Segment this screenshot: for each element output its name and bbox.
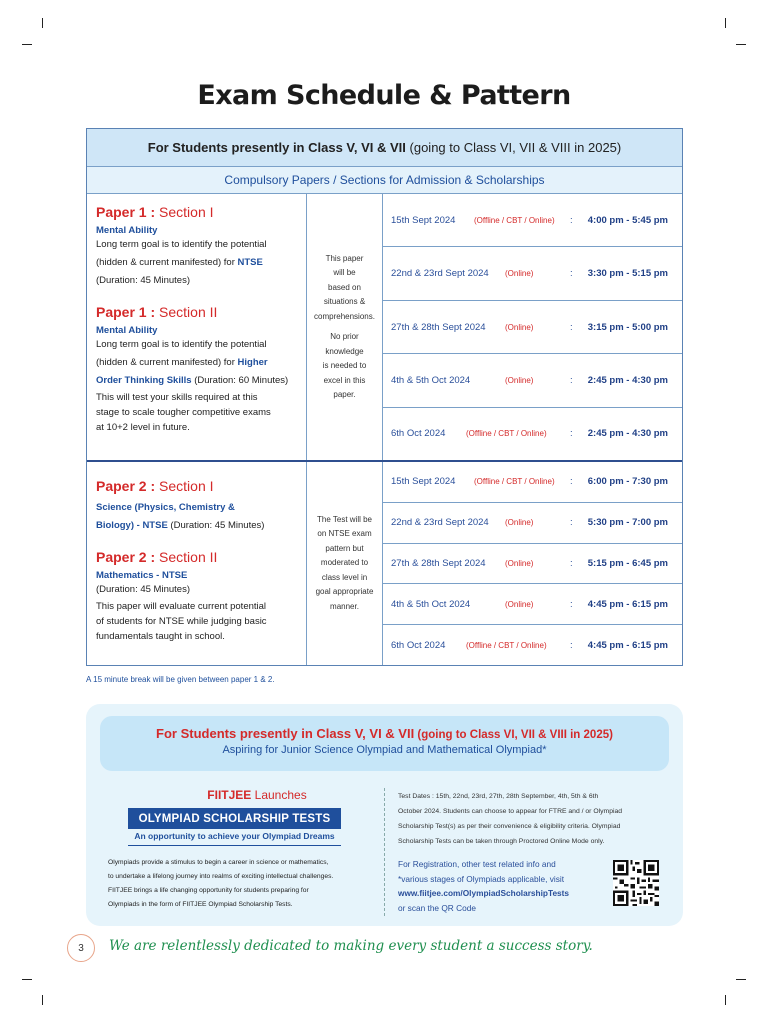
slot-date: 4th & 5th Oct 2024 <box>391 598 471 610</box>
paper1-details <box>87 194 307 460</box>
paper2-schedule <box>383 462 682 665</box>
slot-date: 22nd & 23rd Sept 2024 <box>391 517 489 529</box>
note-line: will be <box>333 268 356 277</box>
description-line: at 10+2 level in future. <box>96 422 190 433</box>
paper1-schedule <box>383 194 682 460</box>
note-line: on NTSE exam <box>317 529 372 539</box>
description-line: This will test your skills required at this <box>96 392 258 403</box>
tagline: We are relentlessly dedicated to making every student a success story. <box>109 938 593 954</box>
qr-code-icon[interactable] <box>613 860 659 906</box>
ost-tagline: An opportunity to achieve your Olympiad Dreams <box>134 831 335 841</box>
slot-date: 27th & 28th Sept 2024 <box>391 321 486 333</box>
highlight-text: Order Thinking Skills <box>96 375 192 386</box>
promo-subheading: Aspiring for Junior Science Olympiad and Mathematical Olympiad* <box>222 744 547 756</box>
paper2-note <box>307 462 383 665</box>
slot-date: 15th Sept 2024 <box>391 476 456 488</box>
slot-separator: : <box>570 268 573 280</box>
slot-separator: : <box>570 557 573 569</box>
schedule-header-bold: For Students presently in Class V, VI & VII <box>147 140 406 155</box>
text-line: Olympiads provide a stimulus to begin a career in science or mathematics, <box>108 859 329 866</box>
page-number: 3 <box>67 934 95 962</box>
crop-mark <box>736 979 746 980</box>
test-dates <box>398 789 664 849</box>
subject-text: Biology) - NTSE <box>96 520 168 531</box>
paper2-section1-title <box>96 478 298 494</box>
crop-mark <box>725 18 726 28</box>
slot-separator: : <box>570 517 573 529</box>
description-line <box>96 254 298 272</box>
slot-time: 3:30 pm - 5:15 pm <box>587 268 668 280</box>
promo-heading-bold: For Students presently in Class V, VI & VII <box>156 726 415 741</box>
section-label: Section II <box>155 549 218 565</box>
slot-separator: : <box>570 374 573 386</box>
note-line: knowledge <box>325 346 364 356</box>
paper-number: Paper 1 : <box>96 204 156 220</box>
schedule-subheader: Compulsory Papers / Sections for Admission & Scholarships <box>87 167 682 194</box>
note-line: goal appropriate <box>315 587 374 597</box>
text-line: FIITJEE brings a life changing opportunity for students preparing for <box>108 887 309 894</box>
page-title: Exam Schedule & Pattern <box>197 80 571 111</box>
registration-line: *various stages of Olympiads applicable, visit <box>398 873 565 884</box>
text-line: to undertake a lifelong journey into realms of exciting intellectual challenges. <box>108 873 334 880</box>
crop-mark <box>725 995 726 1005</box>
slot-date: 22nd & 23rd Sept 2024 <box>391 268 489 280</box>
slot-separator: : <box>570 428 573 440</box>
note-line: situations & <box>323 297 366 306</box>
note-line: This paper <box>325 253 364 263</box>
slot-separator: : <box>570 476 573 488</box>
section-label: Section II <box>155 304 218 320</box>
slot-mode: (Online) <box>505 518 534 528</box>
ost-banner: OLYMPIAD SCHOLARSHIP TESTS <box>128 808 341 829</box>
paper-number: Paper 2 : <box>96 549 156 565</box>
slot-date: 6th Oct 2024 <box>391 639 446 651</box>
slot-separator: : <box>570 214 573 226</box>
slot-date: 15th Sept 2024 <box>391 214 456 226</box>
slot-mode: (Online) <box>505 322 534 332</box>
registration-link[interactable] <box>398 886 604 901</box>
note-line: class level in <box>321 572 368 582</box>
slot-time: 3:15 pm - 5:00 pm <box>587 321 668 333</box>
registration-line: For Registration, other test related info and <box>398 859 556 869</box>
slot-mode: (Online) <box>505 375 534 385</box>
slot-time: 4:45 pm - 6:15 pm <box>587 639 668 651</box>
highlight-text: NTSE <box>237 257 263 268</box>
note-line: moderated to <box>320 558 369 568</box>
slot-time: 5:30 pm - 7:00 pm <box>587 517 668 529</box>
description-line <box>96 517 298 535</box>
text-line: Test Dates : 15th, 22nd, 23rd, 27th, 28th September, 4th, 5th & 6th <box>398 793 599 800</box>
slot-mode: (Online) <box>505 599 534 609</box>
registration-info <box>398 857 604 915</box>
highlight-text: Higher <box>237 357 268 368</box>
description-line: This paper will evaluate current potential <box>96 601 267 612</box>
slot-time: 6:00 pm - 7:30 pm <box>587 476 668 488</box>
schedule-row <box>383 247 682 300</box>
paper2-details <box>87 462 307 665</box>
description-text: (hidden & current manifested) for <box>96 257 238 268</box>
description-line: Long term goal is to identify the potential <box>96 239 267 250</box>
duration-line: (Duration: 45 Minutes) <box>96 275 190 286</box>
note-line: paper. <box>333 390 356 399</box>
schedule-row <box>383 462 682 503</box>
paper-number: Paper 2 : <box>96 478 156 494</box>
description-line: fundamentals taught in school. <box>96 631 225 642</box>
description-text: (hidden & current manifested) for <box>96 357 238 368</box>
note-line: pattern but <box>325 543 364 553</box>
ost-underline <box>128 845 341 846</box>
note-line: is needed to <box>322 361 367 370</box>
slot-date: 4th & 5th Oct 2024 <box>391 374 471 386</box>
launch-text: Launches <box>251 788 307 802</box>
duration-text: (Duration: 60 Minutes) <box>191 375 289 386</box>
schedule-table <box>86 128 683 666</box>
crop-mark <box>22 44 32 45</box>
promo-header <box>100 716 669 771</box>
crop-mark <box>22 979 32 980</box>
crop-mark <box>736 44 746 45</box>
slot-time: 5:15 pm - 6:45 pm <box>587 557 668 569</box>
promo-heading-rest: (going to Class VI, VII & VIII in 2025) <box>414 729 613 741</box>
schedule-row <box>383 301 682 354</box>
description-line <box>96 372 298 390</box>
section-label: Section I <box>155 478 214 494</box>
text-line: Olympiads in the form of FIITJEE Olympiad Scholarship Tests. <box>108 901 293 908</box>
note-line: comprehensions. <box>314 311 375 321</box>
promo-heading <box>100 726 669 741</box>
description-line: Long term goal is to identify the potential <box>96 339 267 350</box>
slot-time: 2:45 pm - 4:30 pm <box>587 374 668 386</box>
slot-mode: (Offline / CBT / Online) <box>474 215 555 225</box>
text-line: Scholarship Test(s) as per their convenience & eligibility criteria. Olympiad <box>398 823 621 830</box>
note-line: based on <box>328 282 361 292</box>
paper-number: Paper 1 : <box>96 304 156 320</box>
break-note: A 15 minute break will be given between paper 1 & 2. <box>86 675 275 684</box>
schedule-row <box>383 354 682 407</box>
schedule-row <box>383 584 682 625</box>
schedule-row <box>383 503 682 544</box>
schedule-row <box>383 625 682 665</box>
paper1-section1-title <box>96 204 298 220</box>
olympiad-description <box>108 856 370 912</box>
section-label: Section I <box>155 204 214 220</box>
crop-mark <box>42 995 43 1005</box>
note-line: manner. <box>330 601 359 611</box>
description-line: stage to scale tougher competitive exams <box>96 407 271 418</box>
paper1-block <box>87 194 682 462</box>
description-line: of students for NTSE while judging basic <box>96 616 267 627</box>
crop-mark <box>42 18 43 28</box>
schedule-row <box>383 194 682 247</box>
note-line: No prior <box>330 332 359 341</box>
slot-mode: (Offline / CBT / Online) <box>474 477 555 487</box>
paper1-note <box>307 194 383 460</box>
paper2-section2-subject: Mathematics - NTSE <box>96 570 188 581</box>
duration-text: (Duration: 45 Minutes) <box>167 520 265 531</box>
slot-date: 27th & 28th Sept 2024 <box>391 557 486 569</box>
duration-line: (Duration: 45 Minutes) <box>96 584 190 595</box>
registration-url[interactable]: www.fiitjee.com/OlympiadScholarshipTests <box>398 888 570 898</box>
note-line: The Test will be <box>317 514 372 524</box>
promo-divider <box>384 788 385 916</box>
slot-time: 2:45 pm - 4:30 pm <box>587 428 668 440</box>
schedule-row <box>383 544 682 585</box>
paper2-section1-subject: Science (Physics, Chemistry & <box>96 502 235 513</box>
slot-separator: : <box>570 639 573 651</box>
paper2-section2-title <box>96 549 298 565</box>
slot-mode: (Online) <box>505 269 534 279</box>
registration-line: or scan the QR Code <box>398 902 476 913</box>
schedule-row <box>383 408 682 460</box>
launch-heading <box>184 788 330 802</box>
slot-mode: (Offline / CBT / Online) <box>466 429 547 439</box>
slot-time: 4:00 pm - 5:45 pm <box>587 214 668 226</box>
olympiad-promo <box>86 704 683 926</box>
paper1-section2-subject: Mental Ability <box>96 325 158 336</box>
paper1-section2-title <box>96 304 298 320</box>
description-line <box>96 354 298 372</box>
text-line: October 2024. Students can choose to appear for FTRE and / or Olympiad <box>398 808 623 815</box>
slot-separator: : <box>570 321 573 333</box>
slot-mode: (Offline / CBT / Online) <box>466 640 547 650</box>
brand-logo: FIITJEE <box>207 788 252 802</box>
paper1-section1-subject: Mental Ability <box>96 225 158 236</box>
note-line: excel in this <box>323 375 366 385</box>
slot-time: 4:45 pm - 6:15 pm <box>587 598 668 610</box>
paper2-block <box>87 462 682 665</box>
text-line: Scholarship Tests can be taken through Proctored Online Mode only. <box>398 838 605 845</box>
schedule-header-rest: (going to Class VI, VII & VIII in 2025) <box>405 140 622 155</box>
schedule-header <box>87 129 682 167</box>
slot-mode: (Online) <box>505 558 534 568</box>
slot-separator: : <box>570 598 573 610</box>
slot-date: 6th Oct 2024 <box>391 428 446 440</box>
